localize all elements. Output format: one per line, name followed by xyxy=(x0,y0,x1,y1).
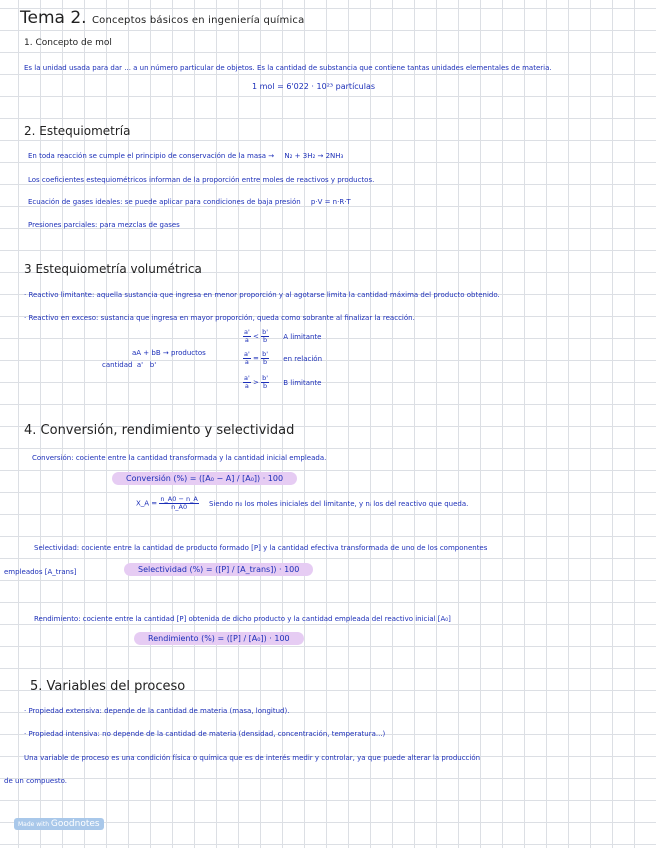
c3-right-frac: $\frac{b'}{b}$ xyxy=(262,374,269,390)
c2-left-frac: $\frac{a'}{a}$ xyxy=(244,350,250,366)
tema-prefix: Tema 2. xyxy=(20,8,87,28)
conservation-text: En toda reacción se cumple el principio de conservación de la masa → xyxy=(28,152,275,160)
conversion-text: Conversión: cociente entre la cantidad transformada y la cantidad inicial empleada. xyxy=(32,454,327,462)
c3-label: B limitante xyxy=(283,378,322,387)
goodnotes-badge xyxy=(14,818,104,830)
goodnotes-logo: Goodnotes xyxy=(50,819,100,829)
c1-op: < xyxy=(253,332,259,341)
condition-row-1 xyxy=(243,329,321,344)
condition-row-2 xyxy=(243,351,322,366)
c1-right-frac: $\frac{b'}{b}$ xyxy=(262,328,269,344)
tema-title: Conceptos básicos en ingeniería química xyxy=(91,15,305,26)
c3-left-frac: $\frac{a'}{a}$ xyxy=(244,374,250,390)
xa-label: X_A = xyxy=(136,499,158,508)
section-2-line-4: Presiones parciales: para mezclas de gases xyxy=(28,221,180,229)
section-2-title: 2. Estequiometría xyxy=(24,124,131,138)
section-3-line-2: · Reactivo en exceso: sustancia que ingresa en mayor proporción, queda como sobrante al finalizar la reacción. xyxy=(24,314,415,322)
ideal-gas-equation: p·V = n·R·T xyxy=(310,198,351,206)
section-3-title: 3 Estequiometría volumétrica xyxy=(24,262,202,276)
rendimiento-formula: Rendimiento (%) = ([P] / [A₀]) · 100 xyxy=(134,632,304,645)
section-2-line-1 xyxy=(28,152,343,161)
rendimiento-text: Rendimiento: cociente entre la cantidad [P] obtenida de dicho producto y la cantidad empleada del reactivo inicial [A₀] xyxy=(34,615,451,623)
section-1-title: 1. Concepto de mol xyxy=(24,38,112,48)
condition-row-3 xyxy=(243,375,321,390)
section-5-line-3: Una variable de proceso es una condición física o química que es de interés medir y controlar, ya que puede alterar la producción xyxy=(24,754,481,762)
selectivity-formula: Selectividad (%) = ([P] / [A_trans]) · 100 xyxy=(124,563,313,576)
section-2-line-3 xyxy=(28,198,351,207)
section-3-line-1: · Reactivo limitante: aquella sustancia que ingresa en menor proporción y al agotarse limita la cantidad máxima del producto obtenido. xyxy=(24,291,500,299)
conversion-formula: Conversión (%) = ([A₀ − A] / [A₀]) · 100 xyxy=(112,472,297,485)
selectivity-text-1: Selectividad: cociente entre la cantidad de producto formado [P] y la cantidad efectiva transformada de uno de los componentes xyxy=(34,544,488,552)
section-5-title: 5. Variables del proceso xyxy=(30,679,186,694)
xa-text: Siendo n₀ los moles iniciales del limitante, y nᵢ los del reactivo que queda. xyxy=(209,499,469,508)
page-title xyxy=(20,8,304,28)
general-reaction: aA + bB → productos xyxy=(132,349,206,357)
section-5-line-4: de un compuesto. xyxy=(4,777,67,785)
c2-right-frac: $\frac{b'}{b}$ xyxy=(262,350,269,366)
section-4-title: 4. Conversión, rendimiento y selectividad xyxy=(24,423,295,438)
c2-label: en relación xyxy=(283,354,323,363)
section-1-text: Es la unidad usada para dar ... a un número particular de objetos. Es la cantidad de substancia que contiene tantas unidades elementales de materia. xyxy=(24,64,552,72)
made-with-label: Made with xyxy=(18,821,49,828)
c2-op: = xyxy=(253,354,259,363)
c1-label: A limitante xyxy=(283,332,322,341)
selectivity-text-2: empleados [A_trans] xyxy=(4,568,77,576)
section-5-line-1: · Propiedad extensiva: depende de la cantidad de materia (masa, longitud). xyxy=(24,707,290,715)
ideal-gas-text: Ecuación de gases ideales: se puede aplicar para condiciones de baja presión xyxy=(28,198,301,206)
section-2-line-2: Los coeficientes estequiométricos informan de la proporción entre moles de reactivos y productos. xyxy=(28,176,375,184)
cantidad-label: cantidad a' b' xyxy=(102,361,157,369)
xa-line xyxy=(136,496,468,511)
section-5-line-2: · Propiedad intensiva: no depende de la cantidad de materia (densidad, concentración, temperatura...) xyxy=(24,730,386,738)
c3-op: > xyxy=(253,378,259,387)
xa-fraction: $\frac{n\_A0 - n\_A}{n\_A0}$ xyxy=(160,495,198,511)
c1-left-frac: $\frac{a'}{a}$ xyxy=(244,328,250,344)
section-1-formula: 1 mol = 6'022 · 10²³ partículas xyxy=(252,82,376,91)
ammonia-equation: N₂ + 3H₂ → 2NH₃ xyxy=(284,152,344,160)
